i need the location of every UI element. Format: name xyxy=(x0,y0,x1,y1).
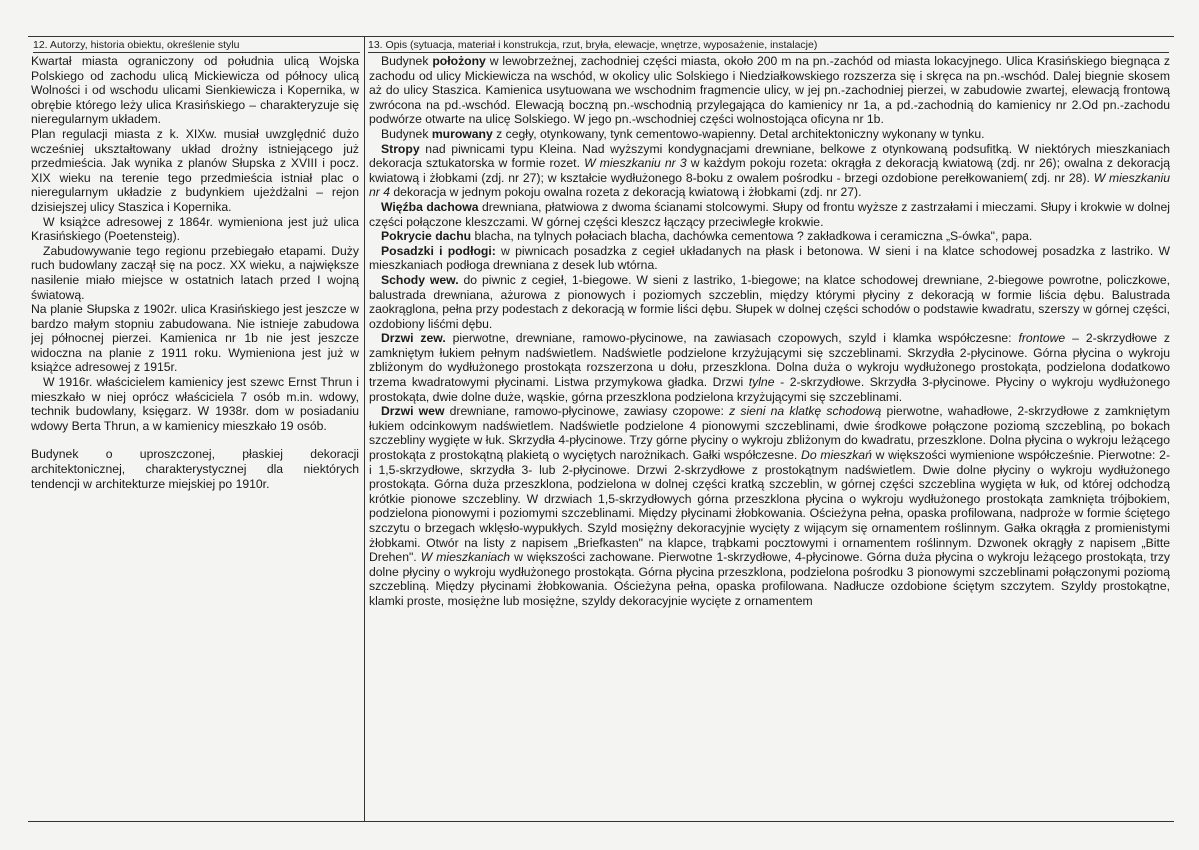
history-paragraph-address-book: W książce adresowej z 1864r. wymieniona jest już ulica Krasińskiego (Poetensteig). xyxy=(31,214,359,244)
history-paragraph-plans: Na planie Słupska z 1902r. ulica Krasińskiego jest jeszcze w bardzo małym stopniu zabudowana. Nie istnieje zabudowa jej północnej pierzei. Kamienica nr 1b nie jest jeszcze widoczna na planie z 1911 roku. Wymieniona jest już w książce adresowej z 1915r. xyxy=(31,302,359,375)
section-12-header: 12. Autorzy, historia obiektu, określenie stylu xyxy=(33,38,360,53)
desc-roofing: Pokrycie dachu blacha, na tylnych połaciach blacha, dachówka cementowa ? zakładkowa i ceramiczna „S-ówka", papa. xyxy=(381,229,1033,244)
desc-interior-doors: Drzwi wew drewniane, ramowo-płycinowe, zawiasy czopowe: z sieni na klatkę schodową pierwotne, wahadłowe, 2-skrzydłowe z zamkniętym łukiem odcinkowym nadświetlem. Nadświetle podzielone 4 pionowymi szczeblinami, dwie środkowe połączone poziomą szczebliną, po bokach szczebliny wygięte w łuk. Skrzydła 4-płycinowe. Trzy górne płyciny o wykroju zbliżonym do kwadratu, przeszklone. Dolna płycina o wykroju leżącego prostokąta z prostokątną plakietą o wyciętych narożnikach. Gałki współczesne. Do mieszkań w większości wymienione współcześnie. Pierwotne: 2- i 1,5-skrzydłowe, skrzydła 3- lub 2-płycinowe. Drzwi 2-skrzydłowe z prostokątnym nadświetlem. Dwie dolne płyciny o wykroju wydłużonego prostokąta. Górna duża przeszklona, podzielona w dolnej części kratką szczeblin, w górnej części szczeblina wygięta w łuk, od której odchodzą krótkie pionowe szczebliny. W drzwiach 1,5-skrzydłowych górna przeszklona płycina o wykroju wydłużonego prostokąta zamknięta trójbokiem, podzielona pionowymi i poziomymi szczeblinami. Między płycinami żłobkowania. Ościeżyna pełna, opaska profilowana, nadproże w formie ściętego szczytu o brzegach wklęsło-wypukłych. Szyld mosiężny dekoracyjnie wycięty z wijącym się ornamentem roślinnym. Gałka okrągła z promienistymi żłobkami. Otwór na listy z napisem „Briefkasten" na klapce, trąbkami pocztowymi i ornamentem roślinnym. Dzwonek okrągły z napisem „Bitte Drehen". W mieszkaniach w większości zachowane. Pierwotne 1-skrzydłowe, 4-płycinowe. Górna duża płycina o wykroju leżącego prostokąta, trzy dolne płyciny o wykroju wydłużonego prostokąta. Górna płycina przeszklona, podzielona pośrodku 3 pionowymi szczeblinami połączonymi poziomą szczebliną. Między płycinami żłobkowania. Ościeżyna pełna, opaska profilowana. Nadłucze ozdobione ściętym szczytem. Szyldy prostokątne, klamki proste, mosiężne lub mosiężne, szyldy dekoracyjnie wycięte z ornamentem xyxy=(369,404,1170,608)
history-column xyxy=(31,54,359,819)
section-13-header: 13. Opis (sytuacja, materiał i konstrukcja, rzut, bryła, elewacje, wnętrze, wyposażenie, instalacje) xyxy=(368,38,1169,53)
history-paragraph-owners: W 1916r. właścicielem kamienicy jest szewc Ernst Thrun i mieszkało w niej oprócz właściciela 7 osób m.in. wdowy, technik budowlany, księgarz. W 1938r. dom w posiadaniu wdowy Berta Thrun, a w kamienicy mieszkało 19 osób. xyxy=(31,375,359,433)
history-paragraph-regulation: Plan regulacji miasta z k. XIXw. musiał uwzględnić dużo wcześniej ukształtowany układ drożny istniejącego już przedmieścia. Jak wynika z planów Słupska z XVIII i pocz. XIX wieku na terenie tego przedmieścia istniał plac o nieregularnym układzie z budynkiem ujeżdżalni – rejon dzisiejszej ulicy Staszica i Kopernika. xyxy=(31,126,359,214)
column-divider xyxy=(364,37,365,821)
history-paragraph-location: Kwartał miasta ograniczony od południa ulicą Wojska Polskiego od zachodu ulicą Mickiewicza od północy ulicą Wolności i od wschodu ulicami Sienkiewicza i Kopernika, w obrębie którego leży ulica Krasińskiego – charakteryzuje się nieregularnym układem. xyxy=(31,54,359,127)
description-column xyxy=(369,54,1170,819)
desc-ceilings: Stropy nad piwnicami typu Kleina. Nad wyższymi kondygnacjami drewniane, belkowe z otynkowaną podsufitką. W niektórych mieszkaniach dekoracja sztukatorska w formie rozet. W mieszkaniu nr 3 w każdym pokoju rozeta: okrągła z dekoracją kwiatową (zdj. nr 26); owalna z dekoracją kwiatową i żłobkami (zdj. nr 27); w kształcie wydłużonego 8-boku z owalem pośrodku - brzegi ozdobione perełkowaniem( zdj. nr 28). W mieszkaniu nr 4 dekoracja w jednym pokoju owalna rozeta z dekoracją kwiatową i żłobkami (zdj. nr 27). xyxy=(369,141,1170,200)
desc-material: Budynek murowany z cegły, otynkowany, tynk cementowo-wapienny. Detal architektoniczny wykonany w tynku. xyxy=(381,126,985,141)
history-paragraph-development: Zabudowywanie tego regionu przebiegało etapami. Duży ruch budowlany zaczął się na pocz. XX wieku, a największe nasilenie miało miejsce w ostatnich latach przed I wojną światową. xyxy=(31,243,359,302)
desc-roof-truss: Więźba dachowa drewniana, płatwiowa z dwoma ścianami stolcowymi. Słupy od frontu wyższe z zastrzałami i mieczami. Słupy i krokwie w dolnej części połączone kleszczami. W górnej części kleszcz łączący przeciwległe krokwie. xyxy=(369,199,1170,229)
desc-floors: Posadzki i podłogi: w piwnicach posadzka z cegieł układanych na płask i betonowa. W sieni i na klatce schodowej posadzka z lastriko. W mieszkaniach podłoga drewniana z desek lub wtórna. xyxy=(369,243,1170,273)
desc-exterior-doors: Drzwi zew. pierwotne, drewniane, ramowo-płycinowe, na zawiasach czopowych, szyld i klamka współczesne: frontowe – 2-skrzydłowe z zamkniętym łukiem pełnym nadświetlem. Nadświetle podzielone krzyżującymi się szczeblinami. Skrzydła 2-płycinowe. Górna płycina o wykroju zbliżonym do wydłużonego prostokąta rozszerzona u dołu, przeszklona. Dolna duża o wykroju wydłużonego prostokąta, podzielona dodatkowo trzema kwadratowymi płycinami. Listwa przymykowa gładka. Drzwi tylne - 2-skrzydłowe. Skrzydła 3-płycinowe. Płyciny o wykroju wydłużonego prostokąta, dwie dolne duże, wąskie, górna przeszklona podzielona krzyżującymi się szczeblinami. xyxy=(369,331,1170,404)
desc-location: Budynek położony w lewobrzeżnej, zachodniej części miasta, około 200 m na pn.-zachód od miasta lokacyjnego. Ulica Krasińskiego biegnąca z zachodu od ulicy Mickiewicza na wschód, w okolicy ulic Solskiego i Niedziałkowskiego rozszerza się i skręca na pn.-wschód. Dalej biegnie skosem aż do ulicy Staszica. Kamienica usytuowana we wschodnim fragmencie ulicy, w jej pn.-zachodniej pierzei, w zabudowie zwartej, elewacją frontową zwrócona na pd.-wschód. Elewacją boczną pn.-wschodnią przylegająca do kamienicy nr 1a, a pd.-zachodnią do kamienicy nr 2.Od pn.-zachodu podwórze otwarte na ulicę Solskiego. W jego pn.-wschodniej części wolnostojąca oficyna nr 1b. xyxy=(369,54,1170,127)
style-paragraph: Budynek o uproszczonej, płaskiej dekoracji architektonicznej, charakterystycznej dla niektórych tendencji w architekturze miejskiej po 1910r. xyxy=(31,447,359,491)
desc-stairs: Schody wew. do piwnic z cegieł, 1-biegowe. W sieni z lastriko, 1-biegowe; na klatce schodowej drewniane, 2-biegowe powrotne, policzkowe, balustrada drewniana, ażurowa z pionowych i poziomych szczeblin, między którymi płyciny z dekoracją w formie liścia dębu. Balustrada zaokrąglona, pełna przy podestach z dekoracją w formie liści dębu. Słupek w dolnej części schodów o podstawie kwadratu, szerszy w górnej części, ozdobiony liśćmi dębu. xyxy=(369,272,1170,331)
document-sheet xyxy=(28,36,1174,822)
spacer xyxy=(31,433,359,447)
